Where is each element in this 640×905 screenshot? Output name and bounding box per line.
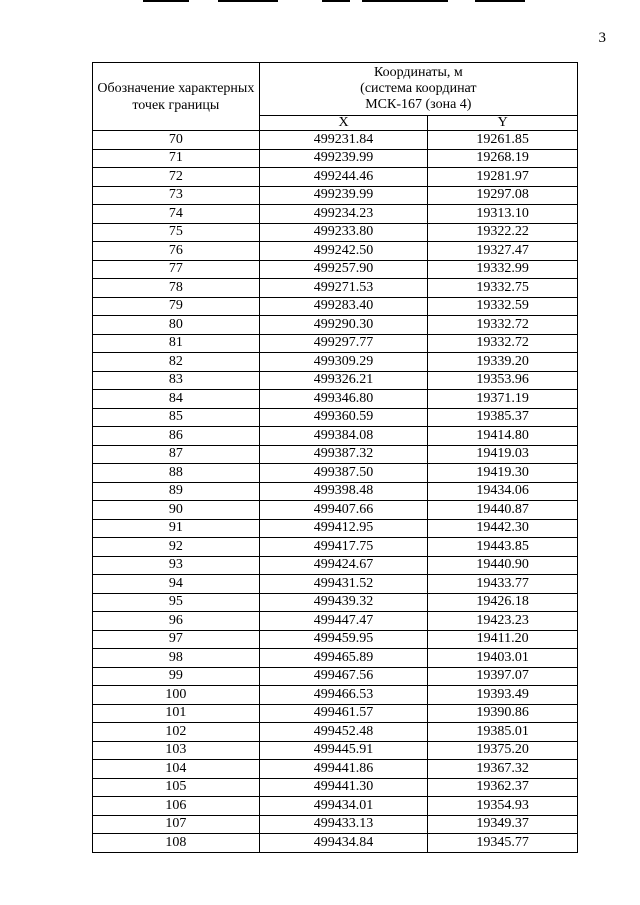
- point-number-cell: 83: [93, 371, 260, 390]
- y-coordinate-cell: 19433.77: [428, 575, 578, 594]
- header-coordinates-line3: МСК-167 (зона 4): [365, 97, 472, 112]
- x-coordinate-cell: 499283.40: [259, 297, 428, 316]
- table-row: [93, 612, 578, 631]
- table-row: [93, 334, 578, 353]
- x-coordinate-cell: 499466.53: [259, 686, 428, 705]
- x-coordinate-cell: 499412.95: [259, 519, 428, 538]
- y-coordinate-cell: 19414.80: [428, 427, 578, 446]
- y-coordinate-cell: 19332.72: [428, 334, 578, 353]
- point-number-cell: 77: [93, 260, 260, 279]
- x-coordinate-cell: 499439.32: [259, 593, 428, 612]
- table-row: [93, 371, 578, 390]
- y-coordinate-cell: 19393.49: [428, 686, 578, 705]
- y-coordinate-cell: 19367.32: [428, 760, 578, 779]
- y-coordinate-cell: 19385.37: [428, 408, 578, 427]
- header-x: X: [259, 116, 428, 131]
- table-row: [93, 186, 578, 205]
- x-coordinate-cell: 499434.01: [259, 797, 428, 816]
- point-number-cell: 101: [93, 704, 260, 723]
- x-coordinate-cell: 499231.84: [259, 131, 428, 150]
- table-row: [93, 464, 578, 483]
- point-number-cell: 91: [93, 519, 260, 538]
- point-number-cell: 94: [93, 575, 260, 594]
- point-number-cell: 78: [93, 279, 260, 298]
- x-coordinate-cell: 499445.91: [259, 741, 428, 760]
- header-coordinates: [259, 63, 577, 116]
- table-row: [93, 519, 578, 538]
- y-coordinate-cell: 19385.01: [428, 723, 578, 742]
- point-number-cell: 76: [93, 242, 260, 261]
- point-number-cell: 85: [93, 408, 260, 427]
- table-row: [93, 704, 578, 723]
- x-coordinate-cell: 499431.52: [259, 575, 428, 594]
- y-coordinate-cell: 19371.19: [428, 390, 578, 409]
- point-number-cell: 106: [93, 797, 260, 816]
- x-coordinate-cell: 499424.67: [259, 556, 428, 575]
- table-row: [93, 538, 578, 557]
- point-number-cell: 108: [93, 834, 260, 853]
- point-number-cell: 99: [93, 667, 260, 686]
- x-coordinate-cell: 499441.30: [259, 778, 428, 797]
- table-row: [93, 501, 578, 520]
- y-coordinate-cell: 19440.87: [428, 501, 578, 520]
- y-coordinate-cell: 19332.59: [428, 297, 578, 316]
- table-row: [93, 556, 578, 575]
- y-coordinate-cell: 19268.19: [428, 149, 578, 168]
- y-coordinate-cell: 19281.97: [428, 168, 578, 187]
- x-coordinate-cell: 499417.75: [259, 538, 428, 557]
- y-coordinate-cell: 19354.93: [428, 797, 578, 816]
- point-number-cell: 107: [93, 815, 260, 834]
- point-number-cell: 96: [93, 612, 260, 631]
- table-row: [93, 575, 578, 594]
- table-row: [93, 279, 578, 298]
- x-coordinate-cell: 499244.46: [259, 168, 428, 187]
- scan-mark: [322, 0, 350, 2]
- x-coordinate-cell: 499309.29: [259, 353, 428, 372]
- y-coordinate-cell: 19419.30: [428, 464, 578, 483]
- x-coordinate-cell: 499467.56: [259, 667, 428, 686]
- x-coordinate-cell: 499239.99: [259, 186, 428, 205]
- y-coordinate-cell: 19261.85: [428, 131, 578, 150]
- table-row: [93, 168, 578, 187]
- point-number-cell: 90: [93, 501, 260, 520]
- table-row: [93, 427, 578, 446]
- table-row: [93, 834, 578, 853]
- x-coordinate-cell: 499257.90: [259, 260, 428, 279]
- table-row: [93, 667, 578, 686]
- y-coordinate-cell: 19322.22: [428, 223, 578, 242]
- y-coordinate-cell: 19419.03: [428, 445, 578, 464]
- x-coordinate-cell: 499452.48: [259, 723, 428, 742]
- x-coordinate-cell: 499387.32: [259, 445, 428, 464]
- table-header-row: [93, 63, 578, 116]
- scan-mark: [218, 0, 278, 2]
- table-row: [93, 390, 578, 409]
- scan-mark: [143, 0, 189, 2]
- point-number-cell: 84: [93, 390, 260, 409]
- header-y: Y: [428, 116, 578, 131]
- y-coordinate-cell: 19332.99: [428, 260, 578, 279]
- table-row: [93, 223, 578, 242]
- x-coordinate-cell: 499326.21: [259, 371, 428, 390]
- y-coordinate-cell: 19332.75: [428, 279, 578, 298]
- y-coordinate-cell: 19411.20: [428, 630, 578, 649]
- y-coordinate-cell: 19345.77: [428, 834, 578, 853]
- table-row: [93, 316, 578, 335]
- table-row: [93, 649, 578, 668]
- header-point-designation: Обозначение характерных точек границы: [93, 63, 260, 131]
- x-coordinate-cell: 499242.50: [259, 242, 428, 261]
- y-coordinate-cell: 19390.86: [428, 704, 578, 723]
- point-number-cell: 104: [93, 760, 260, 779]
- y-coordinate-cell: 19403.01: [428, 649, 578, 668]
- x-coordinate-cell: 499441.86: [259, 760, 428, 779]
- point-number-cell: 105: [93, 778, 260, 797]
- table-row: [93, 408, 578, 427]
- point-number-cell: 98: [93, 649, 260, 668]
- x-coordinate-cell: 499360.59: [259, 408, 428, 427]
- page-number: 3: [598, 30, 606, 46]
- x-coordinate-cell: 499465.89: [259, 649, 428, 668]
- y-coordinate-cell: 19423.23: [428, 612, 578, 631]
- table-row: [93, 723, 578, 742]
- header-coordinates-line2: (система координат: [360, 81, 477, 96]
- point-number-cell: 81: [93, 334, 260, 353]
- point-number-cell: 92: [93, 538, 260, 557]
- x-coordinate-cell: 499434.84: [259, 834, 428, 853]
- point-number-cell: 87: [93, 445, 260, 464]
- table-row: [93, 297, 578, 316]
- table-body: [93, 131, 578, 853]
- scan-mark: [362, 0, 448, 2]
- x-coordinate-cell: 499290.30: [259, 316, 428, 335]
- point-number-cell: 74: [93, 205, 260, 224]
- y-coordinate-cell: 19397.07: [428, 667, 578, 686]
- table-row: [93, 760, 578, 779]
- table-row: [93, 149, 578, 168]
- point-number-cell: 100: [93, 686, 260, 705]
- point-number-cell: 93: [93, 556, 260, 575]
- x-coordinate-cell: 499297.77: [259, 334, 428, 353]
- y-coordinate-cell: 19339.20: [428, 353, 578, 372]
- y-coordinate-cell: 19440.90: [428, 556, 578, 575]
- point-number-cell: 103: [93, 741, 260, 760]
- table-row: [93, 741, 578, 760]
- table-row: [93, 131, 578, 150]
- point-number-cell: 73: [93, 186, 260, 205]
- table-row: [93, 242, 578, 261]
- y-coordinate-cell: 19362.37: [428, 778, 578, 797]
- point-number-cell: 75: [93, 223, 260, 242]
- y-coordinate-cell: 19443.85: [428, 538, 578, 557]
- point-number-cell: 82: [93, 353, 260, 372]
- x-coordinate-cell: 499461.57: [259, 704, 428, 723]
- y-coordinate-cell: 19375.20: [428, 741, 578, 760]
- y-coordinate-cell: 19349.37: [428, 815, 578, 834]
- point-number-cell: 97: [93, 630, 260, 649]
- scan-mark: [475, 0, 525, 2]
- y-coordinate-cell: 19353.96: [428, 371, 578, 390]
- x-coordinate-cell: 499387.50: [259, 464, 428, 483]
- point-number-cell: 71: [93, 149, 260, 168]
- x-coordinate-cell: 499459.95: [259, 630, 428, 649]
- table-row: [93, 445, 578, 464]
- point-number-cell: 95: [93, 593, 260, 612]
- x-coordinate-cell: 499398.48: [259, 482, 428, 501]
- table-row: [93, 815, 578, 834]
- point-number-cell: 86: [93, 427, 260, 446]
- point-number-cell: 89: [93, 482, 260, 501]
- table-row: [93, 630, 578, 649]
- y-coordinate-cell: 19442.30: [428, 519, 578, 538]
- x-coordinate-cell: 499239.99: [259, 149, 428, 168]
- y-coordinate-cell: 19426.18: [428, 593, 578, 612]
- point-number-cell: 80: [93, 316, 260, 335]
- x-coordinate-cell: 499233.80: [259, 223, 428, 242]
- x-coordinate-cell: 499271.53: [259, 279, 428, 298]
- point-number-cell: 102: [93, 723, 260, 742]
- table-row: [93, 778, 578, 797]
- y-coordinate-cell: 19332.72: [428, 316, 578, 335]
- table-row: [93, 797, 578, 816]
- table-row: [93, 260, 578, 279]
- x-coordinate-cell: 499346.80: [259, 390, 428, 409]
- x-coordinate-cell: 499433.13: [259, 815, 428, 834]
- point-number-cell: 72: [93, 168, 260, 187]
- table-row: [93, 593, 578, 612]
- table-row: [93, 482, 578, 501]
- x-coordinate-cell: 499407.66: [259, 501, 428, 520]
- point-number-cell: 79: [93, 297, 260, 316]
- x-coordinate-cell: 499384.08: [259, 427, 428, 446]
- table-row: [93, 205, 578, 224]
- x-coordinate-cell: 499447.47: [259, 612, 428, 631]
- y-coordinate-cell: 19434.06: [428, 482, 578, 501]
- table-row: [93, 353, 578, 372]
- point-number-cell: 88: [93, 464, 260, 483]
- y-coordinate-cell: 19313.10: [428, 205, 578, 224]
- x-coordinate-cell: 499234.23: [259, 205, 428, 224]
- coordinates-table: [92, 62, 578, 853]
- point-number-cell: 70: [93, 131, 260, 150]
- table-row: [93, 686, 578, 705]
- y-coordinate-cell: 19297.08: [428, 186, 578, 205]
- header-coordinates-line1: Координаты, м: [373, 65, 463, 80]
- y-coordinate-cell: 19327.47: [428, 242, 578, 261]
